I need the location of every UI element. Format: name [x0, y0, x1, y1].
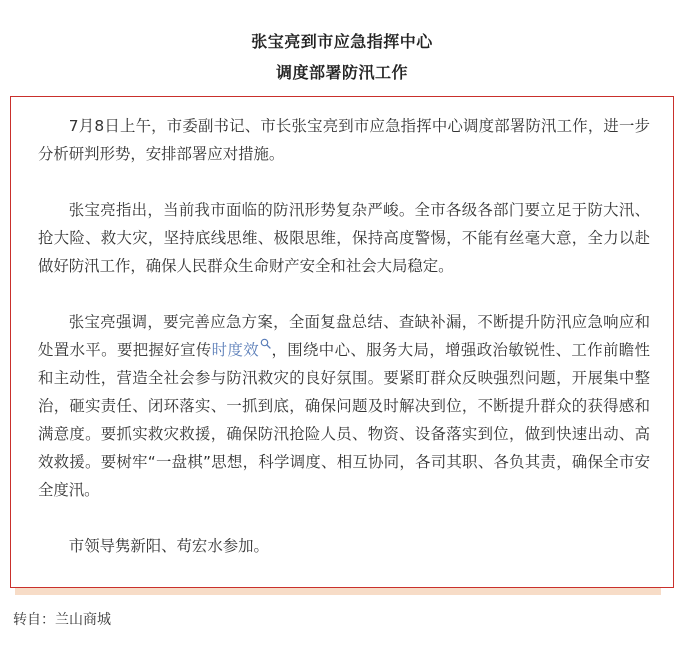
paragraph-2: 张宝亮指出，当前我市面临的防汛形势复杂严峻。全市各级各部门要立足于防大汛、抢大险、救大灾，坚持底线思维、极限思维，保持高度警惕，不能有丝毫大意，全力以赴做好防汛工作，确保人民群众生命财产安全和社会大局稳定。: [38, 201, 650, 275]
keyword-link-text[interactable]: 时度效: [211, 341, 260, 359]
paragraph-3-text-a: 张宝亮强调，要完善应急方案，全面复盘总结、查缺补漏，不断提升防汛应急响应和处置水平。要把握好宣传: [38, 313, 650, 359]
paragraph-4: 市领导隽新阳、苟宏水参加。: [68, 537, 269, 555]
paragraph-3-text-b: ，围绕中心、服务大局，增强政治敏锐性、工作前瞻性和主动性，营造全社会参与防汛救灾的良好氛围。要紧盯群众反映强烈问题，开展集中整治，砸实责任、闭环落实、一抓到底，确保问题及时解决到位，不断提升群众的获得感和满意度。要抓实救灾救援，确保防汛抢险人员、物资、设备落实到位，做到快速出动、高效救援。要树牢“一盘棋”思想，科学调度、相互协同，各司其职、各负其责，确保全市安全度汛。: [38, 341, 650, 499]
source-attribution: 转自：兰山商城: [13, 612, 111, 628]
article-body: [38, 112, 650, 560]
article-box: [10, 96, 674, 588]
article-title-line1: 张宝亮到市应急指挥中心: [251, 32, 433, 51]
search-icon[interactable]: [260, 338, 271, 349]
paragraph-1: 7月8日上午，市委副书记、市长张宝亮到市应急指挥中心调度部署防汛工作，进一步分析研判形势，安排部署应对措施。: [38, 117, 650, 163]
article-title-line2: 调度部署防汛工作: [275, 63, 408, 82]
keyword-link[interactable]: [212, 341, 271, 359]
paragraph-3: [38, 308, 650, 504]
